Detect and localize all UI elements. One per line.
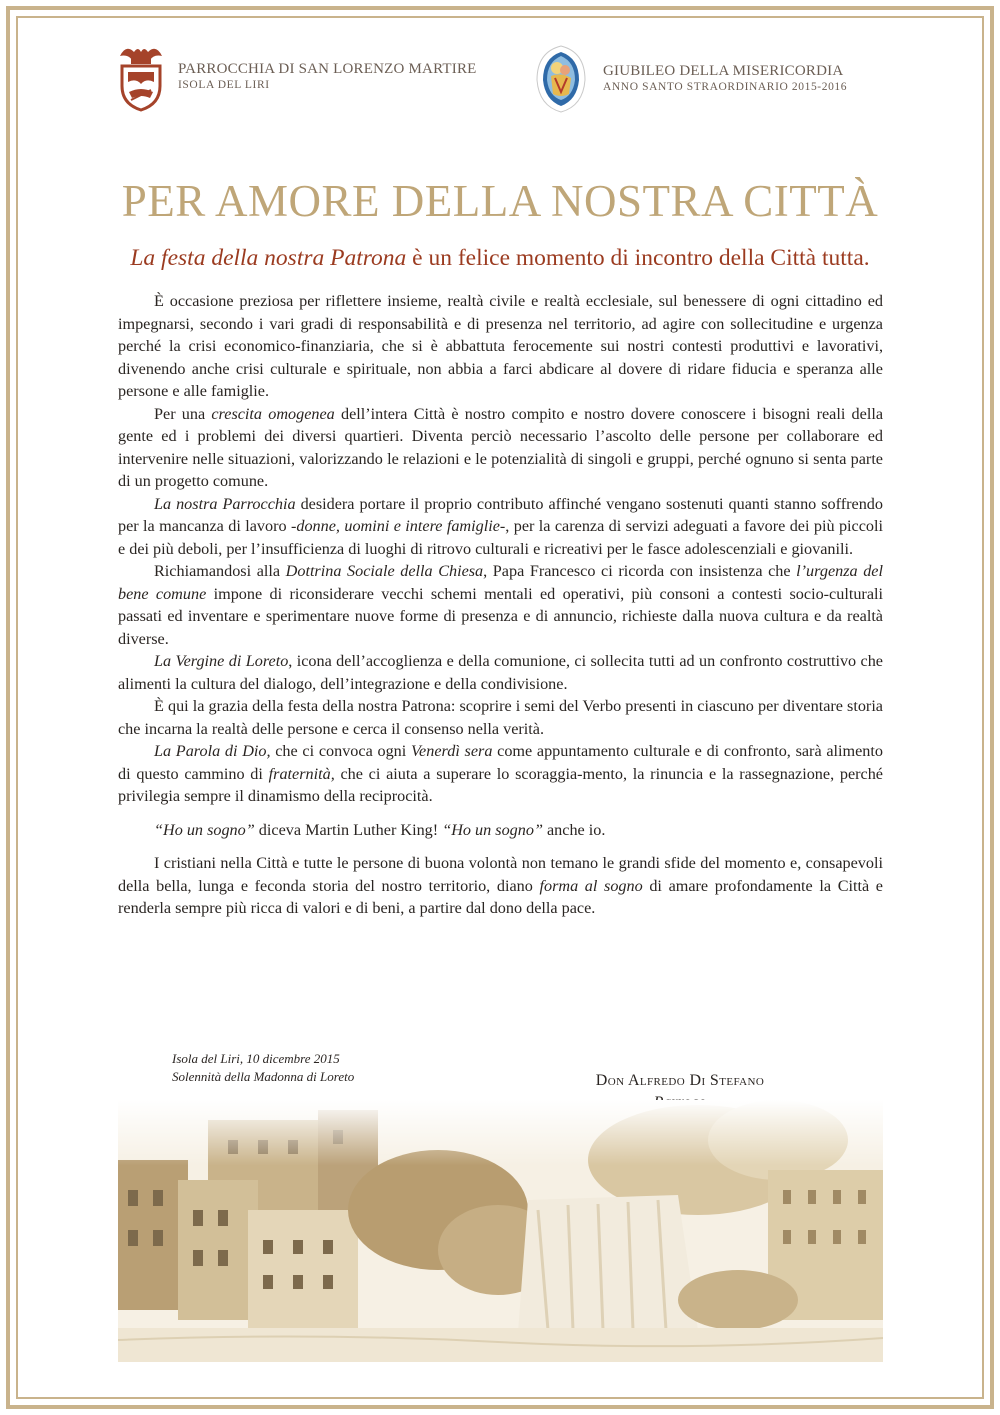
paragraph-8 [118, 819, 883, 842]
paragraph-9 [118, 852, 883, 920]
italic-run: La Parola di Dio, [154, 742, 271, 760]
paragraph-4 [118, 560, 883, 650]
italic-run: donne, uomini e intere famiglie [296, 517, 500, 535]
signer-name: Don Alfredo Di Stefano [595, 1072, 765, 1089]
place-date [172, 1050, 354, 1086]
text-run: È occasione preziosa per riflettere insieme, realtà civile e realtà ecclesiale, sul benessere di ogni cittadino ed impegnarsi, secondo i vari gradi di responsabilità e di presenza nel territorio, ad agire con sollecitudine e urgenza perché la crisi economico-finanziaria, che si è abbattuta ferocemente sui nostri contesti produttivi e lavorativi, divenendo anche crisi culturale e spirituale, non abbia a farci abdicare al dovere di ridare fiducia e speranza alle persone e alle famiglie. [118, 292, 883, 400]
text-run: I cristiani nella Città e tutte le persone di buona volontà non temano le grandi sfide del momento e, consapevoli della bella, lunga e feconda storia del nostro territorio, diano [118, 854, 883, 895]
paragraph-5 [118, 650, 883, 695]
text-run: Richiamandosi alla [154, 562, 286, 580]
parish-org [116, 42, 477, 112]
text-run: che ci aiuta a superare lo scoraggia-mento, la rinuncia e la rassegnazione, perché privilegia sempre il dinamismo della reciprocità. [118, 764, 883, 805]
paragraph-1 [118, 290, 883, 403]
subtitle-rest: è un felice momento di incontro della Città tutta. [406, 245, 870, 271]
page-subtitle [0, 243, 1000, 273]
italic-run: l’urgenza del bene comune [118, 562, 883, 603]
text-run: -, per la carenza di servizi adeguati a favore dei più piccoli e dei più deboli, per l’insufficienza di luoghi di ritrovo culturali e ricreativi per le fasce adolescenziali e giovanili. [118, 517, 884, 558]
paragraph-3 [118, 493, 883, 561]
italic-run: “Ho un sogno” [154, 820, 255, 839]
jubilee-of-mercy-logo-icon [531, 42, 591, 116]
paragraph-6 [118, 695, 883, 740]
text-run: diceva Martin Luther King! [254, 820, 443, 839]
italic-run: Dottrina Sociale della Chiesa [285, 562, 484, 580]
subtitle-italic: La festa della nostra Patrona [130, 245, 407, 271]
paragraph-7 [118, 740, 883, 808]
italic-run: La Vergine di Loreto [154, 652, 289, 670]
letter-body [118, 290, 883, 920]
jubilee-years: ANNO SANTO STRAORDINARIO 2015-2016 [603, 81, 848, 93]
italic-run: fraternità, [268, 764, 335, 783]
text-run: come appuntamento culturale e di confronto, sarà alimento di questo cammino di [118, 742, 883, 783]
paragraph-2 [118, 403, 883, 493]
parish-name: PARROCCHIA DI SAN LORENZO MARTIRE [178, 61, 477, 77]
italic-run: Venerdì sera [410, 742, 493, 760]
isola-del-liri-waterfall-image [118, 1100, 883, 1362]
italic-run: La nostra Parrocchia [154, 494, 296, 513]
jubilee-name: GIUBILEO DELLA MISERICORDIA [603, 63, 844, 79]
text-run: che ci convoca ogni [270, 742, 411, 760]
text-run: di amare profondamente la Città e renderla sempre più ricca di valori e di beni, a partire dal dono della pace. [118, 876, 883, 917]
text-run: , Papa Francesco ci ricorda con insistenza che [483, 562, 797, 580]
page-title: PER AMORE DELLA NOSTRA CITTÀ [121, 176, 879, 226]
text-run: , icona dell’accoglienza e della comunione, ci sollecita tutti ad un confronto costruttivo che alimenti la cultura del dialogo, dell’integrazione e della condivisione. [118, 652, 883, 693]
parish-location: ISOLA DEL LIRI [178, 79, 270, 91]
text-run: desidera portare il proprio contributo affinché vengano sostenuti quanti stanno soffrendo per la mancanza di lavoro - [118, 494, 883, 535]
italic-run: crescita omogenea [211, 404, 335, 423]
italic-run: forma al sogno [539, 876, 643, 895]
occasion-line: Solennità della Madonna di Loreto [172, 1069, 355, 1084]
header [116, 42, 886, 122]
text-run: Per una [154, 404, 212, 423]
text-run: impone di riconsiderare vecchi schemi mentali ed operativi, più consoni a contesti socio-culturali passati ed inventare e sperimentare nuove forme di presenza e di annuncio, richieste dalla nuova cultura e da realtà diverse. [118, 584, 883, 648]
place-date-line: Isola del Liri, 10 dicembre 2015 [172, 1051, 340, 1066]
jubilee-org [531, 42, 847, 116]
text-run: È qui la grazia della festa della nostra Patrona: scoprire i semi del Verbo presenti in ciascuno per diventare storia che incarna la realtà delle persone e cerca il consenso nella verità. [118, 697, 883, 738]
parish-coat-of-arms-icon [116, 42, 166, 112]
text-run: dell’intera Città è nostro compito e nostro dovere conoscere i bisogni reali della gente ed i problemi dei diversi quartieri. Diventa perciò necessario l’ascolto delle persone per collaborare ed intervenire nelle situazioni, valorizzando le relazioni e le potenzialità di singoli e gruppi, perché ognuno si senta parte di un progetto comune. [118, 404, 883, 490]
text-run: anche io. [542, 820, 606, 839]
italic-run: “Ho un sogno” [442, 820, 543, 839]
